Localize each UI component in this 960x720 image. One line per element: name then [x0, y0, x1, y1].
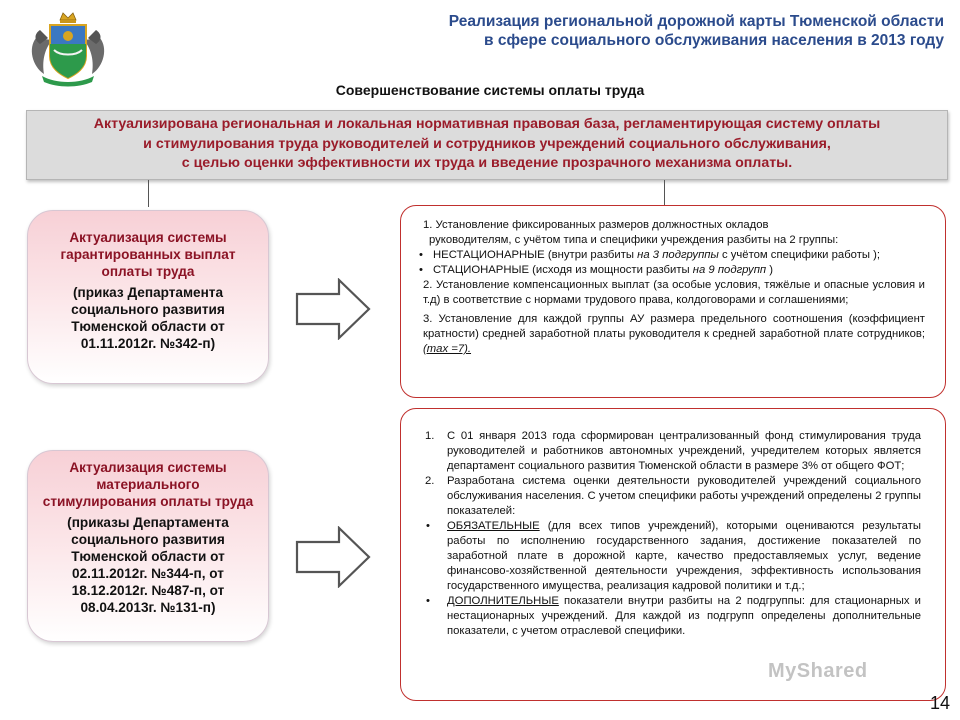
- rb1-bullet1-mid: (внутри разбиты: [544, 249, 638, 261]
- header-title: [344, 12, 944, 50]
- watermark: [768, 660, 868, 683]
- rb1-item2: [423, 278, 925, 308]
- right-arrow-icon: [295, 526, 371, 588]
- rb2-bullet1-text: (для всех типов учреждений), которыми оцениваются результаты работы по исполнению государственного задания, достижение показателей по заработной плате в дорожной карте, качество предоставляемых услуг, ведение финансово-хозяйственной деятельности учреждения, эффективность использования государственного имущества, реализация кадровой политики и т.д.;: [447, 520, 921, 592]
- summary-banner: [26, 110, 948, 180]
- rb1-bullet-nonstationary: [423, 248, 925, 263]
- incentive-payments-box: [27, 450, 269, 642]
- rb1-item1-line-b: [423, 233, 925, 248]
- rb1-item3-text: 3. Установление для каждой группы АУ размера предельного соотношения (коэффициент кратности) средней заработной платы руководителя к средней заработной плате сотрудников;: [423, 313, 925, 340]
- rb2-bullet2-text: показатели внутри разбиты на 2 подгруппы: для стационарных и нестационарных учреждений. Для каждой из подгрупп определены дополнительные показатели, с учетом отраслевой специфики.: [447, 595, 921, 637]
- rb1-bullet2-mid: (исходя из мощности разбиты: [529, 264, 693, 276]
- rb1-item2-text: 2. Установление компенсационных выплат (за особые условия, тяжёлые и опасные условия и т.д) в соответствие с нормами трудового права, колдоговорами и соглашениями;: [423, 279, 925, 306]
- rb2-bullet-additional: [423, 594, 921, 639]
- rb1-item1-line-a: [423, 218, 925, 233]
- rb2-item1-number: 1.: [425, 430, 435, 442]
- rb1-bullet2-label: СТАЦИОНАРНЫЕ: [433, 264, 530, 276]
- rb2-bullet-mandatory: [423, 519, 921, 594]
- rb1-bullet1-label: НЕСТАЦИОНАРНЫЕ: [433, 249, 545, 261]
- rb1-bullet2-italic: на 9 подгрупп: [692, 264, 767, 276]
- rb2-item1: [423, 429, 921, 474]
- page-number: 14: [929, 693, 950, 713]
- section-subtitle-text: Совершенствование системы оплаты труда: [335, 82, 645, 98]
- fixed-salary-details-box: [400, 205, 946, 398]
- rb1-bullet1-italic: на 3 подгруппы: [637, 249, 719, 261]
- header-title-line2: в сфере социального обслуживания населения в 2013 году: [484, 32, 944, 49]
- rb2-bullet1-label: ОБЯЗАТЕЛЬНЫЕ: [447, 520, 540, 532]
- banner-line1: Актуализирована региональная и локальная нормативная правовая база, регламентирующая систему оплаты: [93, 116, 881, 132]
- guaranteed-payments-title: Актуализация системы гарантированных выплат оплаты труда: [60, 230, 236, 279]
- connector-line-right: [664, 180, 665, 205]
- rb1-bullet1-end: с учётом специфики работы );: [718, 249, 881, 261]
- banner-line2: и стимулирования труда руководителей и сотрудников учреждений социального обслуживания,: [143, 135, 831, 152]
- incentive-payments-title: Актуализация системы материального стимулирования оплаты труда: [42, 460, 254, 509]
- banner-line3: с целью оценки эффективности их труда и введение прозрачного механизма оплаты.: [181, 155, 793, 171]
- rb1-item1-text-a: 1. Установление фиксированных размеров должностных окладов: [423, 219, 769, 231]
- rb1-item1-text-b: руководителям, с учётом типа и специфики учреждения разбиты на 2 группы:: [429, 234, 839, 246]
- guaranteed-payments-reference: (приказ Департамента социального развития Тюменской области от 01.11.2012г. №342-п): [71, 285, 225, 351]
- rb1-item3-max: (max =7).: [423, 343, 472, 355]
- rb2-item2-text: Разработана система оценки деятельности руководителей учреждений социального обслуживания населения. С учетом специфики работы учреждений определены 2 группы показателей:: [447, 475, 921, 517]
- incentive-payments-reference: (приказы Департамента социального развития Тюменской области от 02.11.2012г. №344-п, от 18.12.2012г. №487-п, от 08.04.2013г. №131-п): [67, 515, 229, 615]
- coat-of-arms-icon: [22, 10, 114, 88]
- rb2-item1-text: С 01 января 2013 года сформирован централизованный фонд стимулирования труда руководителей и работников автономных учреждений, учредителем которых является департамент социального развития Тюменской области в размере 3% от общего ФОТ;: [447, 430, 921, 472]
- guaranteed-payments-box: [27, 210, 269, 384]
- rb2-bullet2-label: ДОПОЛНИТЕЛЬНЫЕ: [447, 595, 559, 607]
- section-subtitle: [0, 82, 960, 98]
- rb1-item3: [423, 312, 925, 357]
- header-title-line1: Реализация региональной дорожной карты Тюменской области: [448, 13, 944, 30]
- incentive-details-box: [400, 408, 946, 701]
- right-arrow-icon: [295, 278, 371, 340]
- watermark-text: MyShared: [768, 660, 868, 682]
- rb2-item2-number: 2.: [425, 475, 435, 487]
- rb1-bullet2-end: ): [766, 264, 774, 276]
- connector-line-left: [148, 180, 149, 207]
- rb2-item2: [423, 474, 921, 519]
- rb1-bullet-stationary: [423, 263, 925, 278]
